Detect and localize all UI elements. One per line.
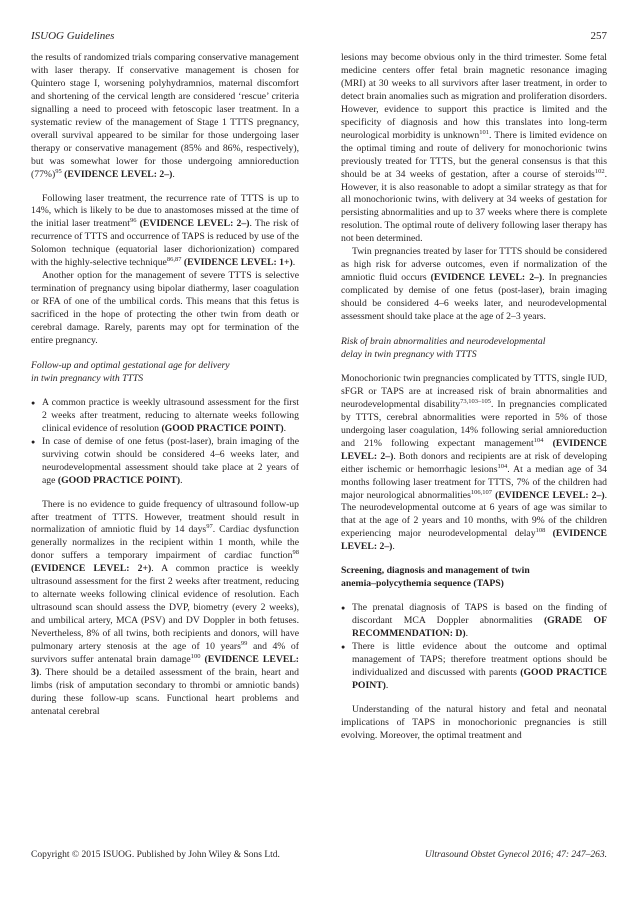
paragraph: There is no evidence to guide frequency of ultrasound follow-up after treatment of TTTS. However, treatment should result in normalization of amniotic fluid by 14 days$^{97}$. Cardiac dysfunction generally normalizes in the recipient within 1 month, while the donor suffers a temporary impairment of cardiac function$^{98}$ (EVIDENCE LEVEL: 2+). A common practice is weekly ultrasound assessment for the first 2 weeks after treatment, reducing to alternate weeks following clinical evidence of resolution. Each ultrasound scan should assess the DVP, biometry (every 2 weeks), and umbilical artery, MCA (PSV) and DV Doppler in both fetuses. Nevertheless, 8% of all twins, both recipients and donors, will have pulmonary artery stenosis at the age of 10 years$^{99}$ and 4% of survivors suffer antenatal brain damage$^{100}$ (EVIDENCE LEVEL: 3). There should be a detailed assessment of the brain, heart and limbs (risk of amputation secondary to thrombi or amniotic bands) during these follow-up scans. Functional heart problems and antenatal cerebral [31, 498, 300, 717]
section-subheading: Follow-up and optimal gestational age for delivery in twin pregnancy with TTTS [31, 359, 230, 384]
paragraph: Monochorionic twin pregnancies complicated by TTTS, single IUD, sFGR or TAPS are at increased risk of brain abnormalities and neurodevelopmental disability$^{73,103-105}$. In pregnancies complicated by TTTS, cerebral abnormalities were reported in 5% of those undergoing laser coagulation, 14% following serial amnioreduction and 21% following expectant management$^{104}$ (EVIDENCE LEVEL: 2–). Both donors and recipients are at risk of developing either ischemic or hemorrhagic lesions$^{104}$. At a median age of 34 months following laser treatment for TTTS, 7% of the children had major neurological abnormalities$^{106,107}$ (EVIDENCE LEVEL: 2–). The neurodevelopmental outcome at 6 years of age was similar to that at the age of 2 years and 10 months, with 9% of the children experiencing major neurodevelopmental delay$^{108}$ (EVIDENCE LEVEL: 2–). [341, 372, 607, 553]
reference: 106,107 [470, 488, 493, 496]
evidence-level: (EVIDENCE LEVEL: 3) [31, 653, 300, 678]
grade-of-recommendation: (GRADE OF RECOMMENDATION: D) [352, 615, 607, 640]
evidence-level: (EVIDENCE LEVEL: 2–) [341, 437, 607, 462]
left-column [31, 52, 299, 719]
running-header: ISUOG Guidelines [31, 30, 115, 42]
reference: 104 [533, 436, 544, 444]
good-practice-point: (GOOD PRACTICE POINT) [352, 666, 607, 691]
good-practice-point: (GOOD PRACTICE POINT) [161, 422, 284, 434]
evidence-level: (EVIDENCE LEVEL: 2–) [64, 168, 173, 180]
recommendation-list [341, 602, 607, 693]
right-column [341, 52, 607, 743]
evidence-level: (EVIDENCE LEVEL: 2–) [139, 218, 250, 230]
paragraph: Following laser treatment, the recurrence rate of TTTS is up to 14%, which is likely to be due to anastomoses missed at the time of the initial laser treatment$^{96}$ (EVIDENCE LEVEL: 2–). The risk of recurrence of TTTS and occurrence of TAPS is reduced by use of the Solomon technique (equatorial laser dichorionization) compared with the highly-selective technique$^{86,87}$ (EVIDENCE LEVEL: 1+). [31, 192, 299, 269]
paragraph: Another option for the management of severe TTTS is selective termination of pregnancy using bipolar diathermy, laser coagulation or RFA of one of the umbilical cords. This means that this fetus is sacrificed in the hope of protecting the other twin from death or cerebral damage. Rarely, parents may opt for termination of the entire pregnancy. [31, 270, 299, 347]
reference: 104 [497, 462, 508, 470]
paragraph: lesions may become obvious only in the third trimester. Some fetal medicine centers offer fetal brain magnetic resonance imaging (MRI) at 30 weeks to all survivors after laser treatment, in order to detect brain anomalies such as migration and proliferation disorders. However, evidence to support this practice is limited and the specificity of diagnosis and how this translates into long-term neurological morbidity is unknown$^{101}$. There is limited evidence on the optimal timing and route of delivery for monochorionic twins previously treated for TTTS, but the general consensus is that this should be at 34 weeks of gestation, after a course of steroids$^{102}$. However, it is also reasonable to adopt a similar strategy as that for all monochorionic twins, with delivery at 34 weeks of gestation for persisting abnormalities and up to 37 weeks where there is complete resolution. The optimal route of delivery following laser therapy has not been determined. [341, 52, 607, 245]
evidence-level: (EVIDENCE LEVEL: 2–) [430, 272, 543, 284]
reference: 108 [535, 527, 546, 535]
evidence-level: (EVIDENCE LEVEL: 1+) [183, 257, 293, 269]
reference: 95 [55, 167, 62, 175]
list-item: ● There is little evidence about the outcome and optimal management of TAPS; therefore treatment options should be individualized and discussed with parents (GOOD PRACTICE POINT). [341, 641, 607, 693]
good-practice-point: (GOOD PRACTICE POINT) [57, 474, 181, 486]
reference: 99 [240, 640, 248, 648]
reference: 97 [206, 523, 213, 531]
section-subheading: Risk of brain abnormalities and neurodevelopmental delay in twin pregnancy with TTTS [341, 336, 546, 360]
evidence-level: (EVIDENCE LEVEL: 2+) [31, 563, 152, 575]
list-item: ● The prenatal diagnosis of TAPS is based on the finding of discordant MCA Doppler abnormalities (GRADE OF RECOMMENDATION: D). [341, 602, 607, 641]
section-heading: Screening, diagnosis and management of twin anemia–polycythemia sequence (TAPS) [341, 565, 530, 590]
page-number: 257 [590, 30, 607, 42]
list-item: ● A common practice is weekly ultrasound assessment for the first 2 weeks after treatment, reducing to alternate weeks following clinical evidence of resolution (GOOD PRACTICE POINT). [31, 397, 299, 436]
evidence-level: (EVIDENCE LEVEL: 2–) [495, 489, 605, 501]
journal-citation: Ultrasound Obstet Gynecol 2016; 47: 247–263. [424, 850, 607, 860]
reference: 98 [292, 549, 299, 557]
evidence-level: (EVIDENCE LEVEL: 2–) [341, 528, 607, 553]
reference: 73,103–105 [460, 397, 491, 405]
paragraph: Understanding of the natural history and fetal and neonatal implications of TAPS in monochorionic pregnancies is still evolving. Moreover, the optimal treatment and [341, 703, 607, 741]
recommendation-list [31, 397, 299, 488]
copyright-notice: Copyright © 2015 ISUOG. Published by John Wiley & Sons Ltd. [31, 850, 280, 860]
paragraph: the results of randomized trials comparing conservative management with laser therapy. If conservative management is chosen for Quintero stage I, worsening polyhydramnios, maternal discomfort and shortening of the cervical length are considered ‘rescue’ criteria signalling a need to proceed with fetoscopic laser treatment. In a systematic review of the management of Stage 1 TTTS pregnancy, overall survival appeared to be similar for those undergoing laser therapy or conservative management (85% and 86%, respectively), but was somewhat lower for those undergoing amnioreduction $(77\%)^{95}$ (EVIDENCE LEVEL: 2–). [31, 52, 299, 180]
reference: 102 [594, 167, 605, 175]
reference: 101 [479, 128, 489, 136]
reference: 86,87 [166, 256, 182, 264]
paragraph: Twin pregnancies treated by laser for TTTS should be considered as high risk for adverse outcomes, even if normalization of the amniotic fluid occurs (EVIDENCE LEVEL: 2–). In pregnancies complicated by demise of one fetus (post-laser), brain imaging should be considered 4–6 weeks later, and neurodevelopmental assessment should take place at the age of 2–3 years. [341, 246, 607, 323]
reference: 96 [129, 217, 137, 225]
list-item: ● In case of demise of one fetus (post-laser), brain imaging of the surviving cotwin should be considered 4–6 weeks later, and neurodevelopmental assessment should take place at 2 years of age (GOOD PRACTICE POINT). [31, 436, 299, 488]
reference: 100 [190, 652, 201, 660]
